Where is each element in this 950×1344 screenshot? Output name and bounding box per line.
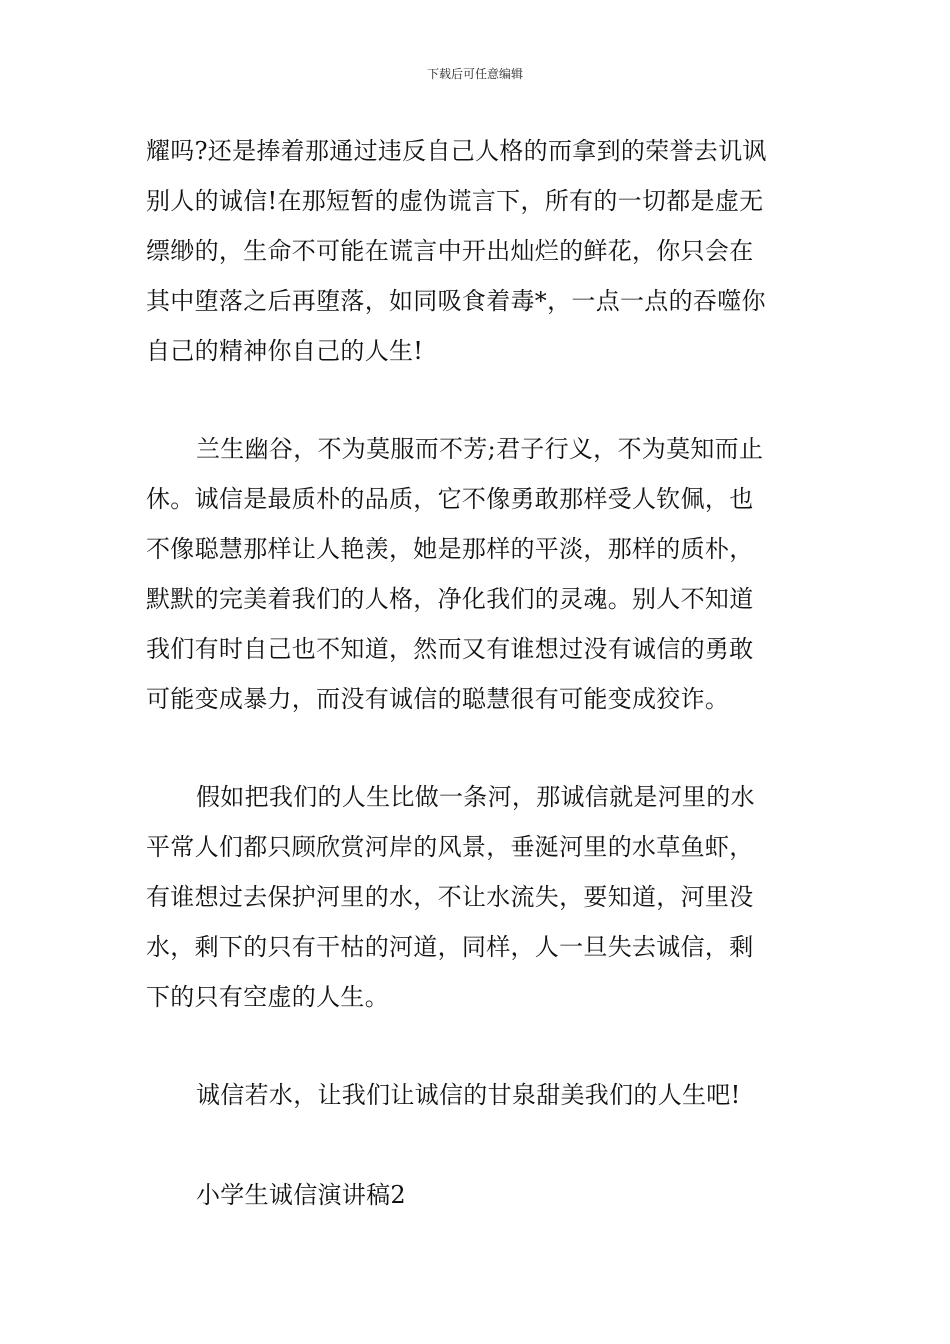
text-line: 下的只有空虚的人生。: [146, 983, 389, 1011]
paragraph-1: [146, 126, 811, 376]
text-line: 休。诚信是最质朴的品质，它不像勇敢那样受人钦佩，也: [146, 485, 754, 513]
text-line: 假如把我们的人生比做一条河，那诚信就是河里的水: [196, 783, 755, 811]
paragraph-2: [146, 424, 811, 724]
text-line: 缥缈的，生命不可能在谎言中开出灿烂的鲜花，你只会在: [146, 237, 754, 265]
text-line: 可能变成暴力，而没有诚信的聪慧很有可能变成狡诈。: [146, 685, 730, 713]
text-line: 自己的精神你自己的人生!: [146, 337, 424, 365]
paragraph-4: [146, 1070, 811, 1120]
text-line: 不像聪慧那样让人艳羡，她是那样的平淡，那样的质朴，: [146, 535, 754, 563]
text-line: 我们有时自己也不知道，然而又有谁想过没有诚信的勇敢: [146, 635, 754, 663]
text-line: 平常人们都只顾欣赏河岸的风景，垂涎河里的水草鱼虾，: [146, 833, 754, 861]
text-line: 耀吗?还是捧着那通过违反自己人格的而拿到的荣誉去讥讽: [146, 137, 767, 165]
text-line: 有谁想过去保护河里的水，不让水流失，要知道，河里没: [146, 883, 754, 911]
page-header: 下载后可任意编辑: [426, 67, 523, 81]
text-line: 水，剩下的只有干枯的河道，同样，人一旦失去诚信，剩: [146, 933, 754, 961]
text-line: 兰生幽谷，不为莫服而不芳;君子行义，不为莫知而止: [196, 435, 764, 463]
paragraph-3: [146, 772, 811, 1022]
text-line: 别人的诚信!在那短暂的虚伪谎言下，所有的一切都是虚无: [146, 187, 764, 215]
section-heading: [146, 1170, 811, 1220]
text-line: 其中堕落之后再堕落，如同吸食着毒*，一点一点的吞噬你: [146, 287, 766, 315]
text-line: 诚信若水，让我们让诚信的甘泉甜美我们的人生吧!: [196, 1081, 741, 1109]
text-line: 默默的完美着我们的人格，净化我们的灵魂。别人不知道: [146, 585, 754, 613]
text-line: 小学生诚信演讲稿2: [196, 1181, 406, 1209]
